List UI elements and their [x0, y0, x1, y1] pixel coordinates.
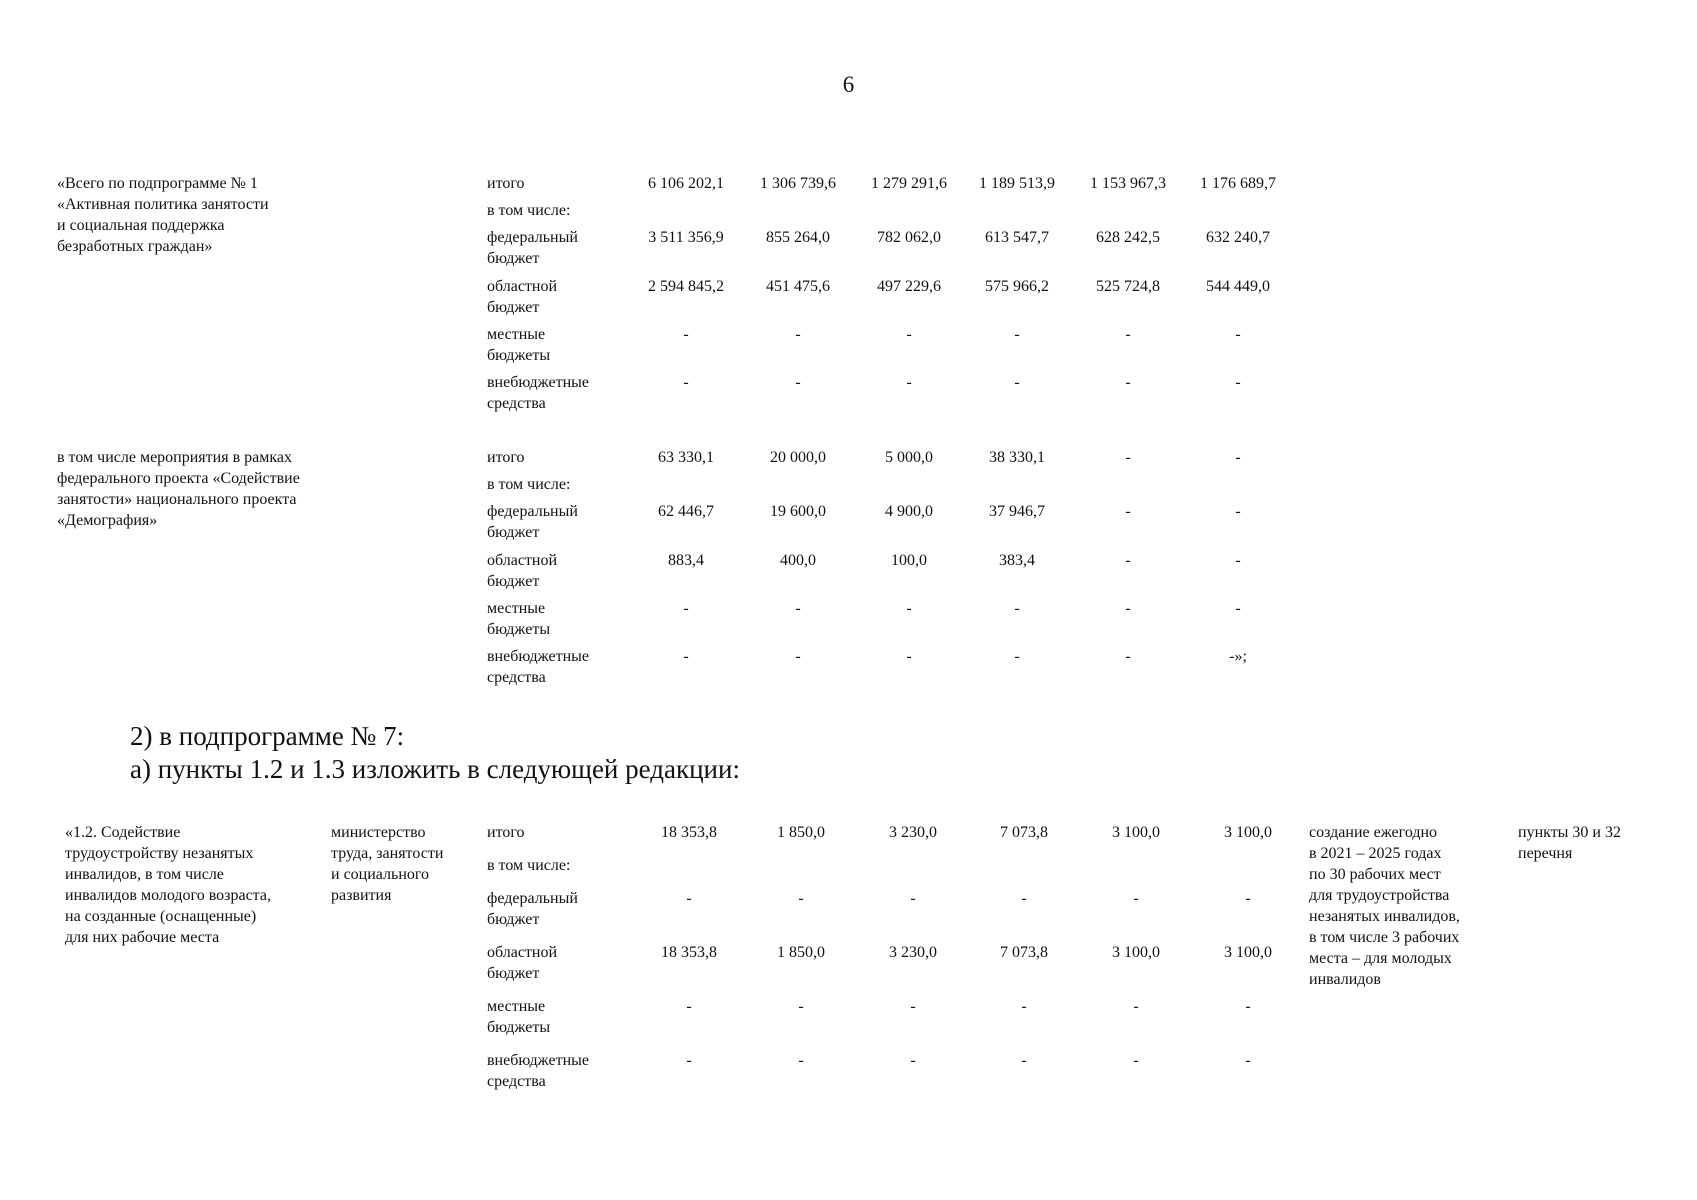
row-value: -	[795, 374, 801, 391]
row-value: 18 353,8	[661, 824, 717, 841]
row-value: 3 230,0	[889, 824, 937, 841]
row-label: местные бюджеты	[487, 600, 551, 638]
row-value: -	[1133, 1052, 1139, 1069]
row-value: 1 279 291,6	[871, 175, 947, 192]
row-value: -	[1235, 503, 1241, 520]
row-value: 20 000,0	[770, 449, 826, 466]
row-value: -	[686, 1052, 692, 1069]
row-value: 628 242,5	[1096, 229, 1160, 246]
row-value: -	[1125, 374, 1131, 391]
row-value: -	[683, 374, 689, 391]
row-value: -	[910, 1052, 916, 1069]
table-row	[0, 598, 1697, 640]
row-value: -	[1014, 326, 1020, 343]
row-label: в том числе:	[487, 857, 571, 874]
row-value: -	[1125, 600, 1131, 617]
row-value: 38 330,1	[989, 449, 1045, 466]
row-value: 7 073,8	[1000, 944, 1048, 961]
row-value: 1 176 689,7	[1200, 175, 1276, 192]
table-row	[0, 276, 1697, 318]
row-value: -	[1133, 998, 1139, 1015]
row-value: -	[1125, 449, 1131, 466]
row-value: -	[1014, 600, 1020, 617]
table-row	[0, 501, 1697, 543]
row-value: -	[1125, 326, 1131, 343]
row-value: -	[683, 600, 689, 617]
row-value: 4 900,0	[885, 503, 933, 520]
row-value: 2 594 845,2	[648, 278, 724, 295]
row-value: -	[910, 998, 916, 1015]
item-executor: министерство труда, занятости и социального развития	[331, 824, 444, 904]
heading-subprogram-7: 2) в подпрограмме № 7:	[130, 721, 405, 751]
row-label: внебюджетные средства	[487, 374, 589, 412]
row-value: -	[1235, 552, 1241, 569]
row-value: 3 100,0	[1224, 944, 1272, 961]
row-label: федеральный бюджет	[487, 503, 578, 541]
row-value: -	[1235, 449, 1241, 466]
table-row	[0, 324, 1697, 366]
table-row	[0, 550, 1697, 592]
row-value: -	[798, 998, 804, 1015]
row-label: федеральный бюджет	[487, 890, 578, 928]
section-subprogram-1-total	[0, 173, 1697, 423]
section-federal-project	[0, 447, 1697, 697]
row-value: 37 946,7	[989, 503, 1045, 520]
row-value: -	[1125, 648, 1131, 665]
row-value: 1 850,0	[777, 944, 825, 961]
row-label: в том числе:	[487, 202, 571, 219]
table-row	[0, 227, 1697, 269]
row-value: -	[1245, 998, 1251, 1015]
row-value: -	[1235, 374, 1241, 391]
section-title: «Всего по подпрограмме № 1 «Активная политика занятости и социальная поддержка безработных граждан»	[57, 175, 269, 255]
row-label: областной бюджет	[487, 944, 558, 982]
row-value: 451 475,6	[766, 278, 830, 295]
row-value: 19 600,0	[770, 503, 826, 520]
row-label: федеральный бюджет	[487, 229, 578, 267]
row-value: -	[683, 648, 689, 665]
row-value: 7 073,8	[1000, 824, 1048, 841]
table-row	[0, 1050, 1697, 1092]
row-label: областной бюджет	[487, 552, 558, 590]
row-value: -	[910, 890, 916, 907]
row-value: -	[1021, 998, 1027, 1015]
row-value: 1 850,0	[777, 824, 825, 841]
row-value: 782 062,0	[877, 229, 941, 246]
row-label: внебюджетные средства	[487, 648, 589, 686]
row-value: 100,0	[891, 552, 927, 569]
row-value: 6 106 202,1	[648, 175, 724, 192]
row-value: 613 547,7	[985, 229, 1049, 246]
table-row	[0, 996, 1697, 1038]
row-value: -	[1021, 890, 1027, 907]
item-reference: пункты 30 и 32 перечня	[1518, 824, 1621, 862]
row-value: -	[1235, 600, 1241, 617]
row-label: местные бюджеты	[487, 998, 551, 1036]
row-value: 3 511 356,9	[648, 229, 724, 246]
row-value: -	[1021, 1052, 1027, 1069]
row-label: внебюджетные средства	[487, 1052, 589, 1090]
row-value: -	[683, 326, 689, 343]
row-value: 3 230,0	[889, 944, 937, 961]
row-value: 383,4	[999, 552, 1035, 569]
row-value: 883,4	[668, 552, 704, 569]
row-value: 3 100,0	[1112, 824, 1160, 841]
row-value: -	[1125, 552, 1131, 569]
item-result: создание ежегодно в 2021 – 2025 годах по 30 рабочих мест для трудоустройства незанятых инвалидов, в том числе 3 рабочих места – для молодых инвалидов	[1309, 824, 1460, 988]
page-number: 6	[842, 72, 855, 97]
row-value: 63 330,1	[658, 449, 714, 466]
row-value: 62 446,7	[658, 503, 714, 520]
row-value: -	[686, 890, 692, 907]
section-item-1-2	[0, 822, 1697, 1122]
row-label: в том числе:	[487, 476, 571, 493]
row-value: 497 229,6	[877, 278, 941, 295]
row-value: -	[1125, 503, 1131, 520]
row-value: -	[906, 648, 912, 665]
row-value: -	[1245, 1052, 1251, 1069]
row-value: -	[1235, 326, 1241, 343]
row-value: -	[906, 374, 912, 391]
row-value: 1 189 513,9	[979, 175, 1055, 192]
row-value: 18 353,8	[661, 944, 717, 961]
item-title: «1.2. Содействие трудоустройству незанятых инвалидов, в том числе инвалидов молодого возраста, на созданные (оснащенные) для них рабочие места	[65, 824, 271, 946]
section-title: в том числе мероприятия в рамках федерального проекта «Содействие занятости» национального проекта «Демография»	[57, 449, 300, 529]
row-label: областной бюджет	[487, 278, 558, 316]
row-value: -	[1133, 890, 1139, 907]
row-value: -	[795, 326, 801, 343]
row-label: итого	[487, 449, 525, 466]
row-value: 525 724,8	[1096, 278, 1160, 295]
row-value: -	[795, 600, 801, 617]
table-row	[0, 372, 1697, 414]
row-value: 3 100,0	[1112, 944, 1160, 961]
row-value: -	[686, 998, 692, 1015]
row-value: -	[798, 890, 804, 907]
row-value: 5 000,0	[885, 449, 933, 466]
row-value: 632 240,7	[1206, 229, 1270, 246]
row-value: -»;	[1229, 648, 1247, 665]
row-value: -	[1014, 648, 1020, 665]
row-value: 544 449,0	[1206, 278, 1270, 295]
heading-items-edit: а) пункты 1.2 и 1.3 изложить в следующей редакции:	[130, 754, 740, 784]
row-value: -	[798, 1052, 804, 1069]
row-value: -	[795, 648, 801, 665]
row-value: -	[1014, 374, 1020, 391]
row-value: -	[906, 326, 912, 343]
row-value: 575 966,2	[985, 278, 1049, 295]
row-value: 3 100,0	[1224, 824, 1272, 841]
row-label: местные бюджеты	[487, 326, 551, 364]
row-label: итого	[487, 824, 525, 841]
row-value: 1 153 967,3	[1090, 175, 1166, 192]
row-value: 1 306 739,6	[760, 175, 836, 192]
row-value: -	[906, 600, 912, 617]
row-value: 855 264,0	[766, 229, 830, 246]
table-row	[0, 646, 1697, 688]
row-value: -	[1245, 890, 1251, 907]
row-value: 400,0	[780, 552, 816, 569]
row-label: итого	[487, 175, 525, 192]
